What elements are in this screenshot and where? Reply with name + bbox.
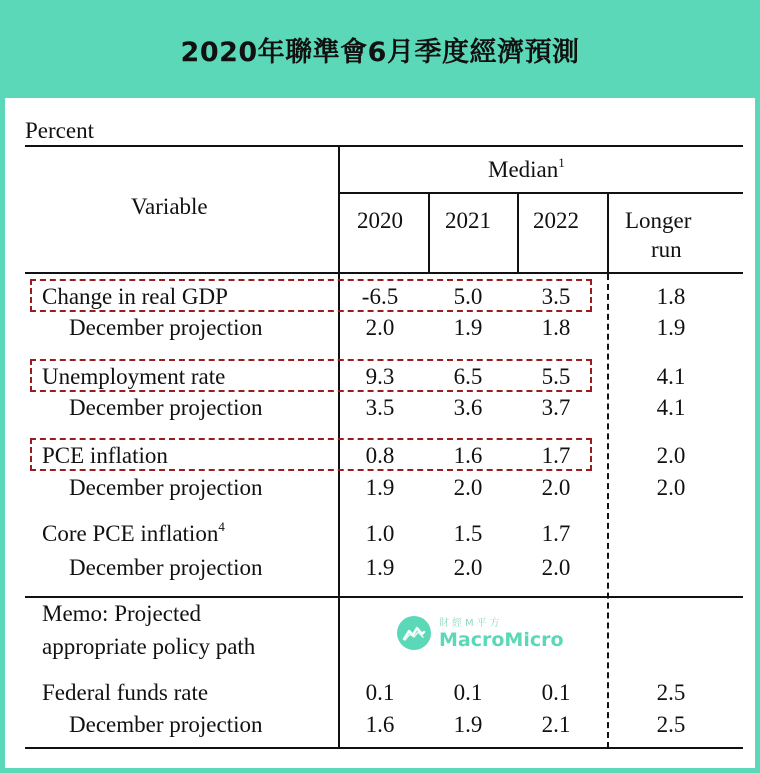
year-header-2022: 2022 [533,208,579,233]
cell: 6.5 [453,364,483,389]
cell: 1.9 [365,555,395,580]
cell: 2.0 [656,475,686,500]
cell: 2.5 [656,680,686,705]
cell: 0.8 [365,443,395,468]
cell: 1.6 [365,712,395,737]
cell: 1.8 [541,315,571,340]
cell: 1.0 [365,521,395,546]
longer-run-header-line2: run [651,237,682,262]
highlight-box-pce-inflation [30,438,592,471]
memo-rule [25,596,743,598]
column-divider-2021 [428,193,430,273]
cell: 5.5 [541,364,571,389]
cell: 4.1 [656,364,686,389]
cell: 1.8 [656,284,686,309]
row-label-december-projection: December projection [69,475,263,500]
median-rule [339,192,743,194]
macromicro-watermark [397,614,564,651]
cell: 2.0 [656,443,686,468]
cell: 2.0 [365,315,395,340]
unit-label: Percent [25,118,94,143]
cell: 1.7 [541,443,571,468]
page-header [0,0,760,98]
variable-header: Variable [131,194,208,219]
row-label-federal-funds-rate: Federal funds rate [42,680,209,705]
cell: 2.0 [453,555,483,580]
median-header: Median$^1$ [488,155,565,182]
cell: 0.1 [541,680,571,705]
row-label-pce-inflation: PCE inflation [42,443,168,468]
cell: 1.5 [453,521,483,546]
row-label-unemployment: Unemployment rate [42,364,226,389]
bottom-rule [25,747,743,749]
cell: 3.5 [541,284,571,309]
row-label-december-projection: December projection [69,395,263,420]
cell: -6.5 [361,284,399,309]
cell: 5.0 [453,284,483,309]
column-divider-2022 [517,193,519,273]
page-title: 2020年聯準會6月季度經濟預測 [180,36,580,68]
row-label-core-pce-inflation: Core PCE inflation$^4$ [42,519,225,546]
top-rule [25,145,743,147]
cell: 2.1 [541,712,571,737]
cell: 1.9 [656,315,686,340]
dashed-divider-longer [607,274,609,748]
cell: 3.7 [541,395,571,420]
highlight-box-real-gdp [30,279,592,312]
cell: 1.9 [365,475,395,500]
cell: 1.6 [453,443,483,468]
year-header-2021: 2021 [445,208,491,233]
longer-run-header-line1: Longer [625,208,692,233]
macromicro-logo-icon [397,616,431,650]
memo-label-line2: appropriate policy path [42,634,256,659]
watermark-brand: MacroMicro [439,629,564,651]
year-header-2020: 2020 [357,208,403,233]
cell: 2.0 [453,475,483,500]
cell: 1.9 [453,315,483,340]
cell: 3.6 [453,395,483,420]
cell: 3.5 [365,395,395,420]
cell: 2.0 [541,555,571,580]
cell: 9.3 [365,364,395,389]
highlight-box-unemployment [30,359,592,392]
cell: 4.1 [656,395,686,420]
projection-table-card [5,98,755,768]
cell: 1.7 [541,521,571,546]
watermark-subtitle: 財經M平方 [439,618,503,629]
cell: 2.0 [541,475,571,500]
row-label-real-gdp: Change in real GDP [42,284,228,309]
row-label-december-projection: December projection [69,712,263,737]
cell: 2.5 [656,712,686,737]
header-rule [25,272,743,274]
cell: 1.9 [453,712,483,737]
column-divider-longer [607,193,609,273]
row-label-december-projection: December projection [69,315,263,340]
memo-label-line1: Memo: Projected [42,601,202,626]
cell: 0.1 [365,680,395,705]
cell: 0.1 [453,680,483,705]
row-label-december-projection: December projection [69,555,263,580]
